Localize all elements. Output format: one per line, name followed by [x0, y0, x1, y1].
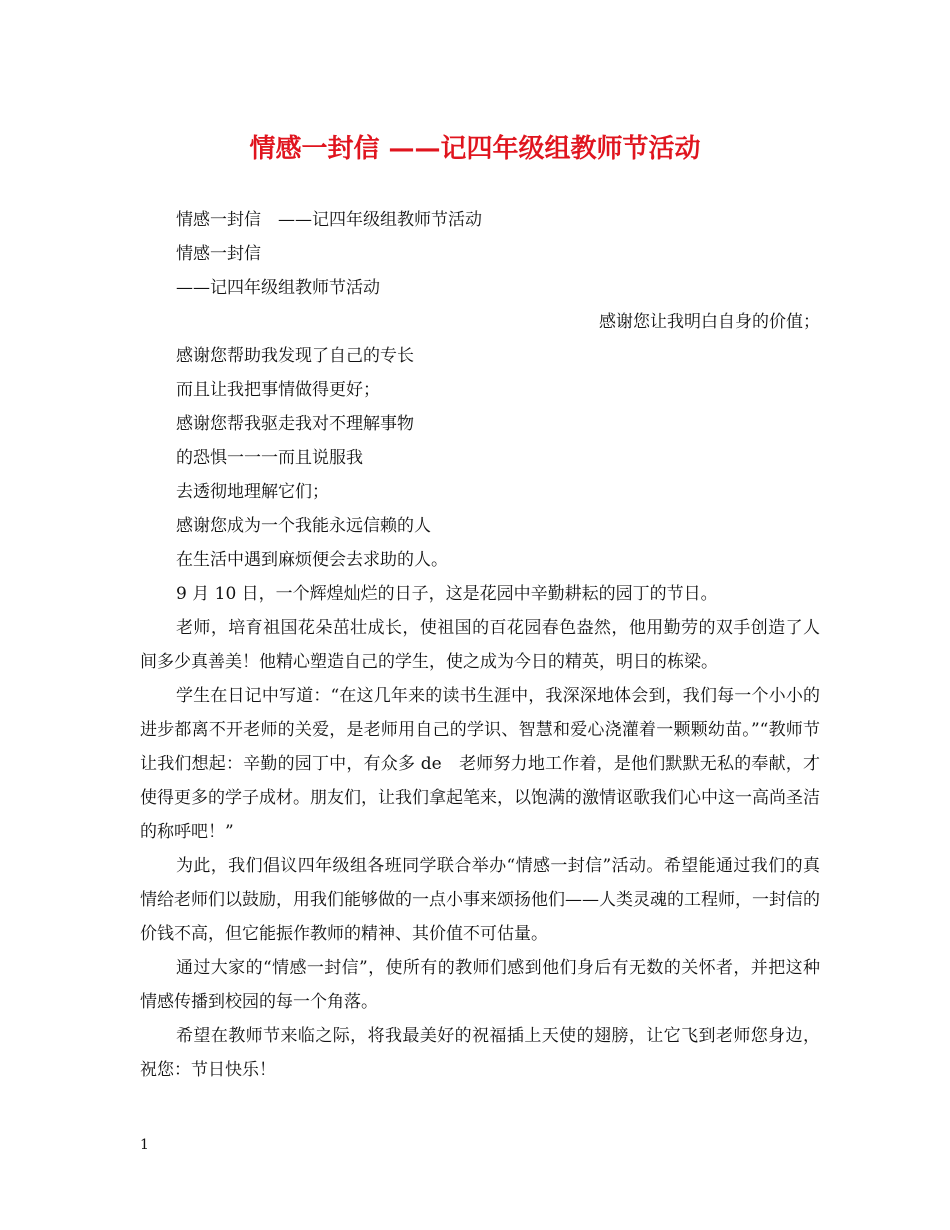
body-paragraph: 通过大家的“情感一封信”，使所有的教师们感到他们身后有无数的关怀者，并把这种情感传播到校园的每一个角落。: [140, 958, 820, 1012]
body-line: 情感一封信 ——记四年级组教师节活动: [176, 210, 482, 230]
document-title: 情感一封信 ——记四年级组教师节活动: [249, 134, 701, 164]
poem-line-right: 感谢您让我明白自身的价值；: [599, 312, 820, 332]
page-number: 1: [140, 1137, 149, 1153]
body-paragraph: 希望在教师节来临之际，将我最美好的祝福插上天使的翅膀，让它飞到老师您身边，祝您：节日快乐！: [140, 1026, 820, 1080]
poem-line: 感谢您成为一个我能永远信赖的人: [176, 516, 431, 536]
poem-line: 去透彻地理解它们；: [176, 482, 329, 502]
body-paragraph: 学生在日记中写道：“在这几年来的读书生涯中，我深深地体会到，我们每一个小小的进步都离不开老师的关爱，是老师用自己的学识、智慧和爱心浇灌着一颗颗幼苗。”“教师节让我们想起：辛勤的园丁中，有众多 de 老师努力地工作着，是他们默默无私的奉献，才使得更多的学子成材。朋友们，让我们拿起笔来，以饱满的激情讴歌我们心中这一高尚圣洁的称呼吧！”: [140, 686, 820, 842]
poem-line: 感谢您帮我驱走我对不理解事物: [176, 414, 414, 434]
document-body: [140, 203, 820, 1087]
body-paragraph: 为此，我们倡议四年级组各班同学联合举办“情感一封信”活动。希望能通过我们的真情给老师们以鼓励，用我们能够做的一点小事来颂扬他们——人类灵魂的工程师，一封信的价钱不高，但它能振作教师的精神、其价值不可估量。: [140, 856, 820, 944]
poem-line: 而且让我把事情做得更好；: [176, 380, 380, 400]
poem-line: 在生活中遇到麻烦便会去求助的人。: [176, 550, 448, 570]
poem-line: 感谢您帮助我发现了自己的专长: [176, 346, 414, 366]
poem-line: 9 月 10 日，一个辉煌灿烂的日子，这是花园中辛勤耕耘的园丁的节日。: [176, 584, 718, 604]
body-line: 情感一封信: [176, 244, 261, 264]
body-paragraph: 老师，培育祖国花朵茁壮成长，使祖国的百花园春色盎然，他用勤劳的双手创造了人间多少真善美！他精心塑造自己的学生，使之成为今日的精英，明日的栋梁。: [140, 618, 820, 672]
body-line: ——记四年级组教师节活动: [176, 278, 380, 298]
poem-line: 的恐惧一一一而且说服我: [176, 448, 363, 468]
